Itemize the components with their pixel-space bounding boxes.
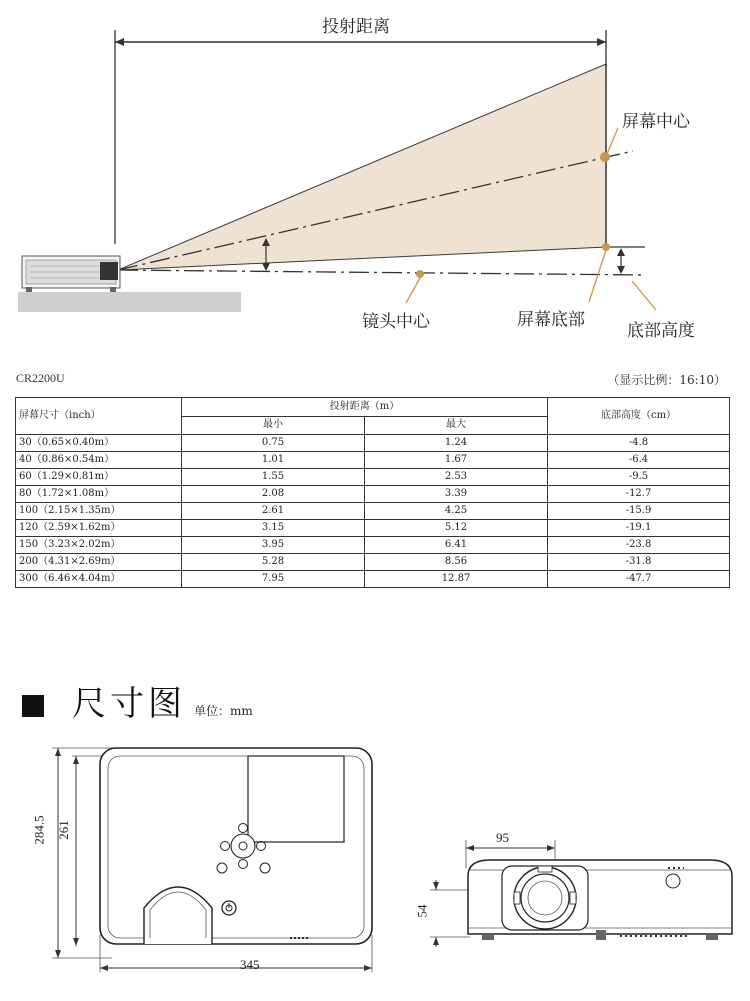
cell-max: 6.41 <box>365 537 548 554</box>
lens-center-label: 镜头中心 <box>362 312 430 332</box>
cell-height: -47.7 <box>548 571 730 588</box>
top-view-drawing <box>0 740 400 980</box>
depth-total-label: 284.5 <box>31 815 47 845</box>
cell-min: 0.75 <box>182 435 365 452</box>
header-bottom-height: 底部高度（cm） <box>548 398 730 435</box>
bottom-height-label: 底部高度 <box>627 321 695 341</box>
cell-size: 150（3.23×2.02m） <box>16 537 182 554</box>
cell-max: 3.39 <box>365 486 548 503</box>
cell-min: 1.01 <box>182 452 365 469</box>
cell-max: 1.67 <box>365 452 548 469</box>
screen-bottom-marker <box>602 243 610 251</box>
aspect-ratio: （显示比例：16:10） <box>607 373 726 387</box>
cell-height: -19.1 <box>548 520 730 537</box>
cell-max: 8.56 <box>365 554 548 571</box>
dimension-section-header <box>22 676 253 725</box>
cell-max: 5.12 <box>365 520 548 537</box>
distance-arrow-left <box>115 38 124 46</box>
header-projection-distance: 投射距离（m） <box>182 398 548 417</box>
front-view-drawing <box>410 830 740 950</box>
floor <box>18 292 241 312</box>
header-min: 最小 <box>182 416 365 435</box>
cell-height: -6.4 <box>548 452 730 469</box>
projection-distance-label: 投射距离 <box>322 17 390 37</box>
cell-size: 300（6.46×4.04m） <box>16 571 182 588</box>
cell-height: -9.5 <box>548 469 730 486</box>
table-row <box>16 520 730 537</box>
model-name: CR2200U <box>16 371 65 385</box>
cell-min: 1.55 <box>182 469 365 486</box>
table-row <box>16 503 730 520</box>
throw-distance-table <box>15 397 730 588</box>
cell-max: 12.87 <box>365 571 548 588</box>
screen-center-marker <box>600 152 610 162</box>
table-row <box>16 571 730 588</box>
cell-max: 1.24 <box>365 435 548 452</box>
dimension-unit: 单位：mm <box>194 704 253 718</box>
table-row <box>16 554 730 571</box>
projector-illustration <box>22 256 120 292</box>
table-row <box>16 452 730 469</box>
cell-size: 200（4.31×2.69m） <box>16 554 182 571</box>
cell-height: -15.9 <box>548 503 730 520</box>
cell-size: 80（1.72×1.08m） <box>16 486 182 503</box>
projection-beam <box>118 64 606 270</box>
lens-center-marker <box>416 270 424 278</box>
cell-size: 100（2.15×1.35m） <box>16 503 182 520</box>
projection-diagram <box>0 0 750 350</box>
header-screen-size: 屏幕尺寸（inch） <box>16 398 182 435</box>
screen-center-label: 屏幕中心 <box>622 112 690 132</box>
depth-body-label: 261 <box>55 820 71 840</box>
cell-max: 2.53 <box>365 469 548 486</box>
cell-size: 60（1.29×0.81m） <box>16 469 182 486</box>
table-row <box>16 537 730 554</box>
lens-height-label: 54 <box>414 904 430 918</box>
cell-height: -4.8 <box>548 435 730 452</box>
width-label: 345 <box>240 957 260 972</box>
lens-center-axis <box>118 270 645 275</box>
cell-min: 2.61 <box>182 503 365 520</box>
distance-arrow-right <box>597 38 606 46</box>
cell-min: 3.15 <box>182 520 365 537</box>
cell-height: -23.8 <box>548 537 730 554</box>
screen-bottom-label: 屏幕底部 <box>517 310 585 330</box>
table-row <box>16 435 730 452</box>
table-row <box>16 469 730 486</box>
cell-height: -12.7 <box>548 486 730 503</box>
cell-height: -31.8 <box>548 554 730 571</box>
cell-max: 4.25 <box>365 503 548 520</box>
dimension-title: 尺寸图 <box>72 684 186 724</box>
header-max: 最大 <box>365 416 548 435</box>
lens-offset-label: 95 <box>496 830 509 845</box>
cell-size: 40（0.86×0.54m） <box>16 452 182 469</box>
cell-size: 30（0.65×0.40m） <box>16 435 182 452</box>
cell-min: 7.95 <box>182 571 365 588</box>
black-square-icon <box>22 695 44 717</box>
table-row <box>16 486 730 503</box>
cell-min: 3.95 <box>182 537 365 554</box>
cell-min: 2.08 <box>182 486 365 503</box>
cell-min: 5.28 <box>182 554 365 571</box>
cell-size: 120（2.59×1.62m） <box>16 520 182 537</box>
